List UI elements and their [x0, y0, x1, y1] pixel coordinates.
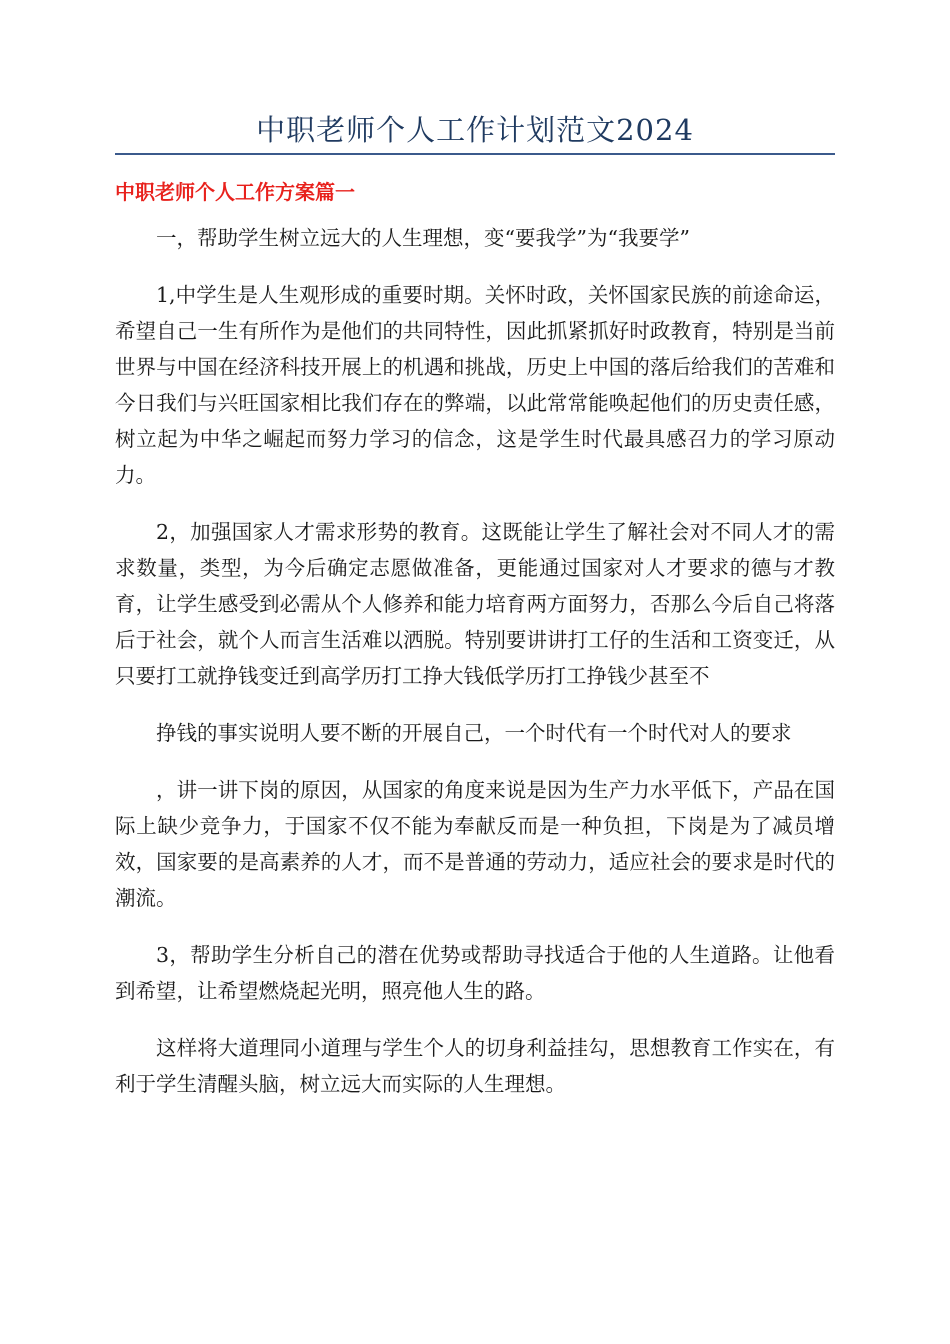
title-underline [115, 153, 835, 155]
paragraph-point-3: 3，帮助学生分析自己的潜在优势或帮助寻找适合于他的人生道路。让他看到希望，让希望燃烧起光明，照亮他人生的路。 [115, 943, 835, 1003]
title-block [115, 110, 835, 150]
paragraph-point-2-continued: 挣钱的事实说明人要不断的开展自己，一个时代有一个时代对人的要求 [156, 721, 792, 745]
paragraph-layoff-explanation: ，讲一讲下岗的原因，从国家的角度来说是因为生产力水平低下，产品在国际上缺少竞争力，于国家不仅不能为奉献反而是一种负担，下岗是为了减员增效，国家要的是高素养的人才，而不是普通的劳动力，适应社会的要求是时代的潮流。 [115, 778, 835, 910]
paragraph-intro: 一，帮助学生树立远大的人生理想，变“要我学”为“我要学” [156, 226, 690, 250]
document-body [115, 176, 835, 1123]
paragraph-point-2: 2，加强国家人才需求形势的教育。这既能让学生了解社会对不同人才的需求数量，类型，为今后确定志愿做准备，更能通过国家对人才要求的德与才教育，让学生感受到必需从个人修养和能力培育两方面努力，否那么今后自己将落后于社会，就个人而言生活难以洒脱。特别要讲讲打工仔的生活和工资变迁，从只要打工就挣钱变迁到高学历打工挣大钱低学历打工挣钱少甚至不 [115, 520, 835, 688]
section-heading: 中职老师个人工作方案篇一 [115, 180, 355, 204]
document-title: 中职老师个人工作计划范文2024 [256, 113, 694, 147]
paragraph-point-1: 1,中学生是人生观形成的重要时期。关怀时政，关怀国家民族的前途命运，希望自己一生有所作为是他们的共同特性，因此抓紧抓好时政教育，特别是当前世界与中国在经济科技开展上的机遇和挑战，历史上中国的落后给我们的苦难和今日我们与兴旺国家相比我们存在的弊端，以此常常能唤起他们的历史责任感，树立起为中华之崛起而努力学习的信念，这是学生时代最具感召力的学习原动力。 [115, 283, 835, 487]
paragraph-conclusion: 这样将大道理同小道理与学生个人的切身利益挂勾，思想教育工作实在，有利于学生清醒头脑，树立远大而实际的人生理想。 [115, 1036, 835, 1096]
